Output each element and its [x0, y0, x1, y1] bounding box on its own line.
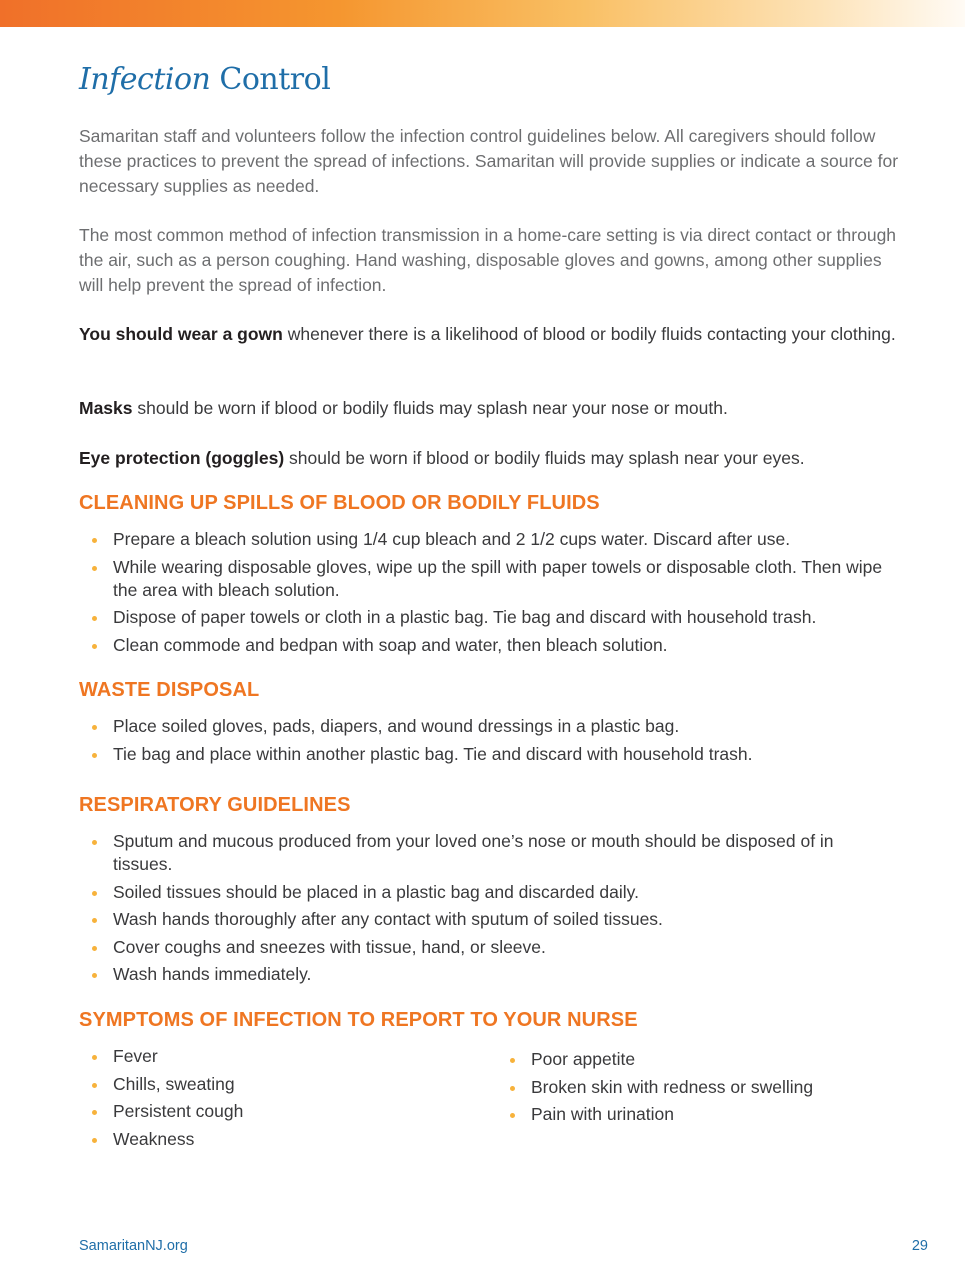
intro-paragraph-1: Samaritan staff and volunteers follow the infection control guidelines below. All caregivers should follow these practices to prevent the spread of infections. Samaritan will provide supplies or indicate a source for necessary supplies as needed. — [79, 126, 899, 196]
mask-guideline — [79, 396, 899, 421]
bullet-icon — [510, 1058, 515, 1063]
list-item — [510, 1076, 910, 1099]
mask-label: Masks — [79, 398, 133, 418]
mask-text: should be worn if blood or bodily fluids may splash near your nose or mouth. — [132, 398, 728, 418]
symptoms-list-right — [510, 1048, 910, 1131]
footer-website-link[interactable]: SamaritanNJ.org — [79, 1238, 188, 1254]
bullet-icon — [92, 840, 97, 845]
list-item-text: Wash hands thoroughly after any contact with sputum of soiled tissues. — [113, 909, 663, 929]
list-item-text: Weakness — [113, 1128, 195, 1149]
bullet-icon — [92, 1138, 97, 1143]
bullet-icon — [92, 1110, 97, 1115]
gown-label: You should wear a gown — [79, 324, 283, 344]
list-item — [92, 743, 892, 766]
spills-list — [92, 528, 892, 661]
list-item — [92, 1128, 472, 1151]
section-heading-waste: WASTE DISPOSAL — [79, 679, 260, 701]
list-item-text: Place soiled gloves, pads, diapers, and wound dressings in a plastic bag. — [113, 716, 680, 736]
bullet-icon — [92, 753, 97, 758]
list-item — [92, 881, 892, 904]
list-item — [510, 1048, 910, 1071]
bullet-icon — [510, 1113, 515, 1118]
list-item — [92, 963, 892, 986]
section-heading-symptoms: SYMPTOMS OF INFECTION TO REPORT TO YOUR NURSE — [79, 1009, 638, 1031]
bullet-icon — [92, 918, 97, 923]
title-italic: Infection — [79, 62, 211, 97]
symptoms-list-left — [92, 1045, 472, 1155]
list-item — [92, 1045, 472, 1068]
list-item-text: While wearing disposable gloves, wipe up the spill with paper towels or disposable cloth. Then wipe the area with bleach solution. — [113, 556, 883, 600]
bullet-icon — [92, 566, 97, 571]
header-gradient-bar — [0, 0, 965, 27]
bullet-icon — [92, 725, 97, 730]
eye-protection-text: should be worn if blood or bodily fluids may splash near your eyes. — [284, 448, 805, 468]
bullet-icon — [92, 946, 97, 951]
list-item-text: Sputum and mucous produced from your loved one’s nose or mouth should be disposed of in tissues. — [113, 831, 834, 874]
list-item — [92, 1100, 472, 1123]
list-item-text: Broken skin with redness or swelling — [531, 1076, 814, 1097]
waste-list — [92, 715, 892, 770]
gown-guideline — [79, 322, 899, 347]
section-heading-respiratory: RESPIRATORY GUIDELINES — [79, 794, 351, 816]
bullet-icon — [92, 644, 97, 649]
list-item-text: Tie bag and place within another plastic bag. Tie and discard with household trash. — [113, 743, 753, 764]
list-item-text: Wash hands immediately. — [113, 964, 312, 984]
list-item-text: Clean commode and bedpan with soap and water, then bleach solution. — [113, 634, 668, 655]
list-item-text: Dispose of paper towels or cloth in a plastic bag. Tie bag and discard with household trash. — [113, 607, 817, 627]
bullet-icon — [92, 616, 97, 621]
eye-protection-label: Eye protection (goggles) — [79, 448, 285, 468]
list-item — [92, 634, 892, 657]
list-item — [92, 936, 892, 959]
bullet-icon — [92, 1083, 97, 1088]
list-item — [510, 1103, 910, 1126]
list-item — [92, 528, 892, 551]
list-item-text: Poor appetite — [531, 1049, 636, 1069]
list-item — [92, 606, 892, 629]
list-item-text: Soiled tissues should be placed in a plastic bag and discarded daily. — [113, 881, 639, 902]
page-title — [79, 62, 330, 97]
section-heading-spills: CLEANING UP SPILLS OF BLOOD OR BODILY FLUIDS — [79, 492, 600, 514]
eye-protection-guideline — [79, 446, 899, 471]
intro-paragraph-2: The most common method of infection transmission in a home-care setting is via direct contact or through the air, such as a person coughing. Hand washing, disposable gloves and gowns, among other supplies will help prevent the spread of infection. — [79, 225, 897, 295]
bullet-icon — [92, 973, 97, 978]
list-item — [92, 556, 892, 602]
list-item-text: Pain with urination — [531, 1104, 674, 1124]
list-item-text: Fever — [113, 1046, 158, 1066]
list-item — [92, 715, 892, 738]
respiratory-list — [92, 830, 892, 991]
list-item-text: Prepare a bleach solution using 1/4 cup bleach and 2 1/2 cups water. Discard after use. — [113, 529, 791, 549]
bullet-icon — [92, 1055, 97, 1060]
bullet-icon — [92, 891, 97, 896]
list-item — [92, 830, 892, 876]
list-item-text: Chills, sweating — [113, 1073, 235, 1094]
list-item-text: Cover coughs and sneezes with tissue, hand, or sleeve. — [113, 936, 546, 957]
gown-text: whenever there is a likelihood of blood or bodily fluids contacting your clothing. — [282, 324, 896, 344]
list-item — [92, 908, 892, 931]
page-number: 29 — [911, 1238, 928, 1254]
title-regular: Control — [210, 62, 331, 97]
list-item — [92, 1073, 472, 1096]
list-item-text: Persistent cough — [113, 1101, 244, 1121]
bullet-icon — [92, 538, 97, 543]
bullet-icon — [510, 1086, 515, 1091]
